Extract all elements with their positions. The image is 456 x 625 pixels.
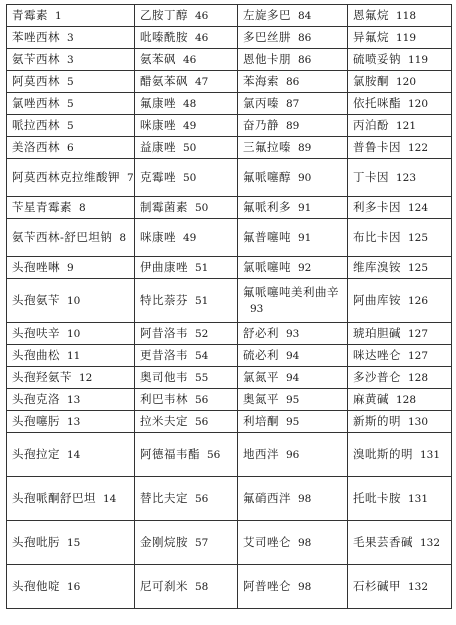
- drug-entry: [7, 521, 135, 565]
- drug-name: 替比夫定: [140, 491, 188, 505]
- table-row: [7, 323, 452, 345]
- page-number: 46: [183, 54, 197, 66]
- drug-name: 恩他卡朋: [243, 52, 291, 66]
- drug-name: 舒必利: [243, 326, 279, 340]
- page-number: 126: [408, 295, 429, 307]
- drug-entry: [348, 5, 452, 27]
- drug-name: 利巴韦林: [140, 392, 188, 406]
- drug-name: 氟哌噻吨美利曲辛: [243, 285, 339, 299]
- table-row: [7, 411, 452, 433]
- drug-entry: [238, 257, 348, 279]
- drug-entry: [238, 93, 348, 115]
- page-number: 119: [408, 54, 429, 66]
- table-row: [7, 367, 452, 389]
- drug-entry: [348, 411, 452, 433]
- page-number: 9: [67, 262, 74, 274]
- drug-name: 苯海索: [243, 74, 279, 88]
- drug-name: 哌拉西林: [12, 118, 60, 132]
- drug-entry: [135, 93, 238, 115]
- drug-name: 丙泊酚: [353, 118, 389, 132]
- page-number: 128: [396, 394, 417, 406]
- page-number: 93: [286, 328, 300, 340]
- page-number: 127: [408, 328, 429, 340]
- page-number: 120: [396, 76, 417, 88]
- page-number: 5: [67, 76, 74, 88]
- drug-name: 更昔洛韦: [140, 348, 188, 362]
- drug-name: 益康唑: [140, 140, 176, 154]
- page-number: 95: [286, 416, 300, 428]
- drug-entry: [135, 565, 238, 609]
- page-number: 50: [195, 202, 209, 214]
- drug-name: 多巴丝肼: [243, 30, 291, 44]
- drug-entry: [238, 411, 348, 433]
- page-number: 96: [286, 449, 300, 461]
- drug-name: 氯丙嗪: [243, 96, 279, 110]
- drug-name: 头孢曲松: [12, 348, 60, 362]
- page-number: 98: [298, 581, 312, 593]
- table-row: [7, 279, 452, 323]
- drug-entry: [7, 197, 135, 219]
- table-row: [7, 345, 452, 367]
- drug-name: 奥司他韦: [140, 370, 188, 384]
- drug-name: 头孢唑啉: [12, 260, 60, 274]
- drug-name: 石杉碱甲: [353, 579, 401, 593]
- drug-index-table: [6, 4, 452, 609]
- page-number: 7: [127, 172, 134, 184]
- drug-name: 咪达唑仑: [353, 348, 401, 362]
- page-number: 3: [67, 32, 74, 44]
- drug-entry: [348, 323, 452, 345]
- page-number: 49: [183, 232, 197, 244]
- drug-entry: [7, 257, 135, 279]
- page-number: 87: [286, 98, 300, 110]
- drug-entry: [348, 137, 452, 159]
- drug-name: 金刚烷胺: [140, 535, 188, 549]
- page-number: 13: [67, 416, 81, 428]
- drug-entry: [135, 71, 238, 93]
- page-number: 84: [298, 10, 312, 22]
- page-number: 130: [408, 416, 429, 428]
- page-number: 46: [195, 32, 209, 44]
- drug-entry: [7, 367, 135, 389]
- table-row: [7, 197, 452, 219]
- drug-entry: [7, 115, 135, 137]
- drug-entry: [7, 5, 135, 27]
- drug-entry: [135, 257, 238, 279]
- page-number: 5: [67, 98, 74, 110]
- drug-name: 麻黄碱: [353, 392, 389, 406]
- drug-entry: [348, 197, 452, 219]
- page-number: 54: [195, 350, 209, 362]
- drug-name: 拉米夫定: [140, 414, 188, 428]
- drug-entry: [348, 345, 452, 367]
- drug-name: 特比萘芬: [140, 293, 188, 307]
- drug-entry: [135, 389, 238, 411]
- drug-entry: [238, 389, 348, 411]
- drug-name: 咪康唑: [140, 230, 176, 244]
- drug-entry: [135, 521, 238, 565]
- drug-name: 氟硝西泮: [243, 491, 291, 505]
- page-number: 57: [195, 537, 209, 549]
- drug-entry: [348, 389, 452, 411]
- drug-name: 布比卡因: [353, 230, 401, 244]
- page-number: 3: [67, 54, 74, 66]
- page-number: 119: [396, 32, 417, 44]
- drug-entry: [7, 93, 135, 115]
- drug-entry: [7, 27, 135, 49]
- drug-entry: [7, 345, 135, 367]
- drug-entry: [348, 367, 452, 389]
- page-number: 47: [195, 76, 209, 88]
- drug-entry: [238, 219, 348, 257]
- drug-entry: [238, 71, 348, 93]
- drug-name: 毛果芸香碱: [353, 535, 413, 549]
- page-number: 92: [298, 262, 312, 274]
- page-number: 50: [183, 142, 197, 154]
- drug-entry: [238, 323, 348, 345]
- table-row: [7, 137, 452, 159]
- drug-name: 头孢哌酮舒巴坦: [12, 491, 96, 505]
- drug-name: 制霉菌素: [140, 200, 188, 214]
- page-number: 89: [286, 120, 300, 132]
- drug-name: 硫必利: [243, 348, 279, 362]
- drug-name: 克霉唑: [140, 170, 176, 184]
- drug-entry: [135, 197, 238, 219]
- drug-entry: [348, 257, 452, 279]
- page-number: 14: [67, 449, 81, 461]
- drug-entry: [348, 477, 452, 521]
- page-number: 10: [67, 295, 81, 307]
- drug-entry: [7, 49, 135, 71]
- drug-name: 苄星青霉素: [12, 200, 72, 214]
- drug-name: 青霉素: [12, 8, 48, 22]
- drug-entry: [135, 411, 238, 433]
- table-row: [7, 389, 452, 411]
- drug-name: 氟哌利多: [243, 200, 291, 214]
- drug-entry: [348, 521, 452, 565]
- page-number: 12: [79, 372, 93, 384]
- page-number: 56: [195, 493, 209, 505]
- drug-name: 醋氨苯砜: [140, 74, 188, 88]
- drug-name: 阿曲库铵: [353, 293, 401, 307]
- page-number: 125: [408, 232, 429, 244]
- page-number: 13: [67, 394, 81, 406]
- drug-entry: [135, 115, 238, 137]
- drug-name: 恩氟烷: [353, 8, 389, 22]
- drug-name: 丁卡因: [353, 170, 389, 184]
- drug-name: 阿昔洛韦: [140, 326, 188, 340]
- page-number: 89: [298, 142, 312, 154]
- drug-name: 头孢克洛: [12, 392, 60, 406]
- drug-name: 阿莫西林克拉维酸钾: [12, 170, 120, 184]
- drug-name: 氟普噻吨: [243, 230, 291, 244]
- drug-name: 阿莫西林: [12, 74, 60, 88]
- page-number: 49: [183, 120, 197, 132]
- table-row: [7, 219, 452, 257]
- drug-name: 普鲁卡因: [353, 140, 401, 154]
- drug-name: 新斯的明: [353, 414, 401, 428]
- drug-name: 乙胺丁醇: [140, 8, 188, 22]
- drug-entry: [348, 93, 452, 115]
- table-row: [7, 71, 452, 93]
- drug-name: 琥珀胆碱: [353, 326, 401, 340]
- drug-name: 氨苄西林-舒巴坦钠: [12, 230, 113, 244]
- drug-entry: [238, 137, 348, 159]
- page-number: 15: [67, 537, 81, 549]
- page-number: 131: [408, 493, 429, 505]
- drug-index-body: [7, 5, 452, 609]
- page-number: 50: [183, 172, 197, 184]
- page-number: 91: [298, 232, 312, 244]
- drug-entry: [135, 433, 238, 477]
- page-number: 98: [298, 493, 312, 505]
- drug-entry: [135, 345, 238, 367]
- drug-entry: [238, 433, 348, 477]
- page-number: 121: [396, 120, 417, 132]
- drug-entry: [135, 49, 238, 71]
- page-number: 86: [298, 32, 312, 44]
- page-number: 131: [420, 449, 441, 461]
- drug-name: 吡嗪酰胺: [140, 30, 188, 44]
- table-row: [7, 49, 452, 71]
- page-number: 14: [103, 493, 117, 505]
- drug-entry: [7, 477, 135, 521]
- drug-entry: [7, 323, 135, 345]
- table-row: [7, 27, 452, 49]
- page-number: 86: [298, 54, 312, 66]
- drug-entry: [238, 159, 348, 197]
- page-number: 6: [67, 142, 74, 154]
- drug-name: 伊曲康唑: [140, 260, 188, 274]
- page-number: 94: [286, 350, 300, 362]
- page-number: 56: [195, 416, 209, 428]
- drug-entry: [348, 565, 452, 609]
- drug-name: 溴吡斯的明: [353, 447, 413, 461]
- drug-name: 头孢拉定: [12, 447, 60, 461]
- drug-name: 头孢吡肟: [12, 535, 60, 549]
- page-number: 10: [67, 328, 81, 340]
- table-row: [7, 433, 452, 477]
- page-number: 125: [408, 262, 429, 274]
- drug-entry: [135, 279, 238, 323]
- drug-entry: [135, 367, 238, 389]
- drug-name: 奋乃静: [243, 118, 279, 132]
- drug-entry: [7, 389, 135, 411]
- drug-entry: [348, 71, 452, 93]
- drug-name: 利多卡因: [353, 200, 401, 214]
- page-number: 46: [195, 10, 209, 22]
- page-number: 51: [195, 295, 209, 307]
- page-number: 118: [396, 10, 417, 22]
- page-number: 8: [79, 202, 86, 214]
- drug-name: 氯唑西林: [12, 96, 60, 110]
- drug-name: 头孢他啶: [12, 579, 60, 593]
- drug-name: 奥氮平: [243, 392, 279, 406]
- drug-entry: [238, 27, 348, 49]
- drug-name: 托吡卡胺: [353, 491, 401, 505]
- drug-entry: [7, 219, 135, 257]
- drug-name: 氯氮平: [243, 370, 279, 384]
- drug-entry: [135, 477, 238, 521]
- drug-name: 利培酮: [243, 414, 279, 428]
- page-number: 58: [195, 581, 209, 593]
- page-number: 86: [286, 76, 300, 88]
- drug-entry: [348, 115, 452, 137]
- page-number: 8: [119, 232, 127, 244]
- page-number: 16: [67, 581, 81, 593]
- page-number: 56: [207, 449, 221, 461]
- page-number: 90: [298, 172, 312, 184]
- table-row: [7, 565, 452, 609]
- drug-name: 地西泮: [243, 447, 279, 461]
- table-row: [7, 477, 452, 521]
- drug-name: 多沙普仑: [353, 370, 401, 384]
- drug-name: 氟哌噻醇: [243, 170, 291, 184]
- drug-entry: [135, 137, 238, 159]
- drug-name: 硫喷妥钠: [353, 52, 401, 66]
- drug-entry: [348, 49, 452, 71]
- drug-entry: [135, 159, 238, 197]
- drug-entry: [348, 27, 452, 49]
- drug-entry: [238, 345, 348, 367]
- drug-entry: [238, 5, 348, 27]
- drug-name: 异氟烷: [353, 30, 389, 44]
- drug-name: 咪康唑: [140, 118, 176, 132]
- drug-name: 维库溴铵: [353, 260, 401, 274]
- drug-entry: [238, 197, 348, 219]
- drug-entry: [348, 279, 452, 323]
- drug-name: 左旋多巴: [243, 8, 291, 22]
- table-row: [7, 521, 452, 565]
- page-number: 120: [408, 98, 429, 110]
- drug-name: 依托咪酯: [353, 96, 401, 110]
- drug-name: 阿普唑仑: [243, 579, 291, 593]
- page-number: 93: [250, 303, 264, 315]
- drug-name: 头孢羟氨苄: [12, 370, 72, 384]
- drug-entry: [348, 219, 452, 257]
- drug-entry: [348, 433, 452, 477]
- page-number: 94: [286, 372, 300, 384]
- table-row: [7, 115, 452, 137]
- page-number: 127: [408, 350, 429, 362]
- drug-entry: [7, 159, 135, 197]
- page-number: 5: [67, 120, 74, 132]
- drug-entry: [7, 137, 135, 159]
- drug-entry: [135, 5, 238, 27]
- drug-entry: [135, 27, 238, 49]
- drug-name: 头孢氨苄: [12, 293, 60, 307]
- drug-entry: [238, 115, 348, 137]
- drug-name: 阿德福韦酯: [140, 447, 200, 461]
- page-number: 132: [408, 581, 429, 593]
- page-number: 122: [408, 142, 429, 154]
- drug-entry: [238, 367, 348, 389]
- drug-entry: [135, 219, 238, 257]
- drug-name: 尼可刹米: [140, 579, 188, 593]
- drug-name: 三氟拉嗪: [243, 140, 291, 154]
- drug-name: 美洛西林: [12, 140, 60, 154]
- drug-name: 氨苯砜: [140, 52, 176, 66]
- page-number: 11: [67, 350, 81, 362]
- drug-name: 苯唑西林: [12, 30, 60, 44]
- drug-name: 氟康唑: [140, 96, 176, 110]
- page-number: 52: [195, 328, 209, 340]
- drug-name: 头孢噻肟: [12, 414, 60, 428]
- page-number: 91: [298, 202, 312, 214]
- drug-entry: [7, 71, 135, 93]
- drug-entry: [238, 521, 348, 565]
- drug-entry: [348, 159, 452, 197]
- page-number: 128: [408, 372, 429, 384]
- drug-entry: [7, 565, 135, 609]
- page-number: 1: [55, 10, 62, 22]
- page-number: 55: [195, 372, 209, 384]
- page-number: 124: [408, 202, 429, 214]
- drug-entry: [7, 433, 135, 477]
- page-number: 48: [183, 98, 197, 110]
- page-number: 123: [396, 172, 417, 184]
- drug-entry: [238, 477, 348, 521]
- page-number: 56: [195, 394, 209, 406]
- table-row: [7, 93, 452, 115]
- drug-entry: [135, 323, 238, 345]
- page-number: 51: [195, 262, 209, 274]
- table-row: [7, 257, 452, 279]
- drug-name: 艾司唑仑: [243, 535, 291, 549]
- page-number: 132: [420, 537, 441, 549]
- page-number: 98: [298, 537, 312, 549]
- drug-name: 氨苄西林: [12, 52, 60, 66]
- drug-entry: [238, 279, 348, 323]
- drug-name: 头孢呋辛: [12, 326, 60, 340]
- drug-entry: [238, 565, 348, 609]
- drug-name: 氯胺酮: [353, 74, 389, 88]
- table-row: [7, 159, 452, 197]
- drug-entry: [238, 49, 348, 71]
- drug-entry: [7, 279, 135, 323]
- table-row: [7, 5, 452, 27]
- page-number: 95: [286, 394, 300, 406]
- drug-entry: [7, 411, 135, 433]
- drug-name: 氯哌噻吨: [243, 260, 291, 274]
